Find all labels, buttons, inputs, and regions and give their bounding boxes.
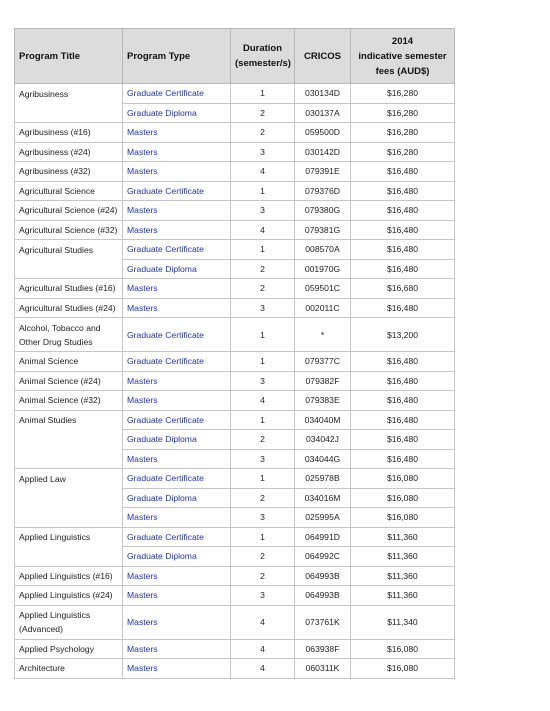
table-row (15, 201, 455, 221)
header-cricos: CRICOS (295, 29, 351, 84)
program-type-cell: Graduate Certificate (123, 410, 231, 430)
table-body (15, 84, 455, 679)
fees-cell: $16,280 (351, 84, 455, 104)
cricos-cell: 034044G (295, 449, 351, 469)
program-title-cell: Animal Science (15, 352, 123, 372)
program-title-cell: Applied Linguistics (Advanced) (15, 605, 123, 639)
cricos-cell: 001970G (295, 259, 351, 279)
table-row (15, 181, 455, 201)
table-header (15, 29, 455, 84)
duration-cell: 4 (231, 220, 295, 240)
duration-cell: 4 (231, 639, 295, 659)
duration-cell: 3 (231, 201, 295, 221)
program-title-cell (15, 449, 123, 469)
program-title-cell (15, 547, 123, 567)
duration-cell: 1 (231, 84, 295, 104)
table-row (15, 508, 455, 528)
program-type-cell: Masters (123, 279, 231, 299)
table-row (15, 103, 455, 123)
duration-cell: 1 (231, 469, 295, 489)
duration-cell: 1 (231, 352, 295, 372)
program-title-cell: Agribusiness (#32) (15, 162, 123, 182)
program-title-cell: Architecture (15, 659, 123, 679)
table-row (15, 566, 455, 586)
program-type-cell: Masters (123, 142, 231, 162)
cricos-cell: 030134D (295, 84, 351, 104)
table-row (15, 352, 455, 372)
duration-cell: 2 (231, 566, 295, 586)
fees-cell: $16,480 (351, 181, 455, 201)
fees-cell: $16,080 (351, 639, 455, 659)
program-type-cell: Masters (123, 449, 231, 469)
program-title-cell: Animal Science (#24) (15, 371, 123, 391)
table-row (15, 279, 455, 299)
cricos-cell: 059500D (295, 123, 351, 143)
table-row (15, 527, 455, 547)
program-title-cell: Animal Studies (15, 410, 123, 430)
duration-cell: 4 (231, 391, 295, 411)
cricos-cell: 030142D (295, 142, 351, 162)
program-fees-table (14, 28, 455, 679)
table-row (15, 220, 455, 240)
program-type-cell: Masters (123, 566, 231, 586)
duration-cell: 3 (231, 586, 295, 606)
program-type-cell: Graduate Diploma (123, 547, 231, 567)
program-title-cell: Animal Science (#32) (15, 391, 123, 411)
duration-cell: 1 (231, 410, 295, 430)
program-title-cell: Agricultural Studies (#24) (15, 298, 123, 318)
program-title-cell: Applied Linguistics (#16) (15, 566, 123, 586)
header-duration (231, 29, 295, 84)
program-title-cell: Applied Law (15, 469, 123, 489)
fees-cell: $11,360 (351, 527, 455, 547)
header-row (15, 29, 455, 84)
program-title-cell: Agribusiness (15, 84, 123, 104)
table-row (15, 586, 455, 606)
cricos-cell: 079377C (295, 352, 351, 372)
cricos-cell: 079381G (295, 220, 351, 240)
program-type-cell: Graduate Certificate (123, 469, 231, 489)
fees-cell: $16,480 (351, 371, 455, 391)
cricos-cell: 034016M (295, 488, 351, 508)
cricos-cell: 008570A (295, 240, 351, 260)
table-row (15, 84, 455, 104)
table-row (15, 639, 455, 659)
duration-cell: 2 (231, 430, 295, 450)
duration-cell: 1 (231, 527, 295, 547)
program-title-cell (15, 103, 123, 123)
program-type-cell: Masters (123, 639, 231, 659)
duration-cell: 1 (231, 318, 295, 352)
cricos-cell: 034042J (295, 430, 351, 450)
fees-cell: $16,280 (351, 123, 455, 143)
table-row (15, 391, 455, 411)
cricos-cell: 064993B (295, 566, 351, 586)
cricos-cell: 025995A (295, 508, 351, 528)
program-title-cell: Agricultural Science (#24) (15, 201, 123, 221)
program-type-cell: Graduate Diploma (123, 103, 231, 123)
duration-cell: 4 (231, 659, 295, 679)
fees-cell: $16,080 (351, 508, 455, 528)
cricos-cell: 064992C (295, 547, 351, 567)
duration-cell: 4 (231, 605, 295, 639)
fees-cell: $16,480 (351, 220, 455, 240)
duration-cell: 3 (231, 508, 295, 528)
header-fees-line3: fees (AUD$) (375, 65, 430, 77)
table-row (15, 488, 455, 508)
program-type-cell: Graduate Certificate (123, 181, 231, 201)
table-row (15, 240, 455, 260)
program-type-cell: Masters (123, 508, 231, 528)
fees-cell: $16,080 (351, 488, 455, 508)
duration-cell: 3 (231, 298, 295, 318)
header-fees-line2: indicative semester (358, 50, 447, 62)
program-title-cell (15, 488, 123, 508)
table-row (15, 410, 455, 430)
duration-cell: 2 (231, 259, 295, 279)
cricos-cell: 073761K (295, 605, 351, 639)
program-type-cell: Graduate Certificate (123, 84, 231, 104)
fees-cell: $16,080 (351, 659, 455, 679)
cricos-cell: 059501C (295, 279, 351, 299)
fees-cell: $11,360 (351, 586, 455, 606)
header-fees (351, 29, 455, 84)
table-row (15, 142, 455, 162)
table-row (15, 430, 455, 450)
program-title-cell: Agricultural Science (#32) (15, 220, 123, 240)
duration-cell: 3 (231, 371, 295, 391)
cricos-cell: 060311K (295, 659, 351, 679)
duration-cell: 2 (231, 547, 295, 567)
program-type-cell: Graduate Certificate (123, 318, 231, 352)
program-title-cell: Agricultural Science (15, 181, 123, 201)
cricos-cell: 079382F (295, 371, 351, 391)
header-duration-line1: Duration (242, 43, 283, 54)
fees-cell: $16,480 (351, 430, 455, 450)
program-type-cell: Masters (123, 123, 231, 143)
table-row (15, 605, 455, 639)
cricos-cell: 079376D (295, 181, 351, 201)
program-type-cell: Graduate Certificate (123, 527, 231, 547)
cricos-cell: 079383E (295, 391, 351, 411)
table-row (15, 162, 455, 182)
program-title-cell (15, 508, 123, 528)
fees-document (14, 28, 454, 679)
cricos-cell: 079380G (295, 201, 351, 221)
cricos-cell: 030137A (295, 103, 351, 123)
program-title-cell: Applied Psychology (15, 639, 123, 659)
program-title-cell: Agricultural Studies (#16) (15, 279, 123, 299)
duration-cell: 4 (231, 162, 295, 182)
fees-cell: $16,280 (351, 142, 455, 162)
fees-cell: $11,360 (351, 566, 455, 586)
table-row (15, 298, 455, 318)
table-row (15, 547, 455, 567)
fees-cell: $16,480 (351, 259, 455, 279)
program-title-cell: Applied Linguistics (#24) (15, 586, 123, 606)
fees-cell: $16,080 (351, 469, 455, 489)
program-title-cell: Alcohol, Tobacco and Other Drug Studies (15, 318, 123, 352)
table-row (15, 449, 455, 469)
duration-cell: 2 (231, 123, 295, 143)
duration-cell: 1 (231, 181, 295, 201)
table-row (15, 659, 455, 679)
fees-cell: $11,340 (351, 605, 455, 639)
program-type-cell: Graduate Certificate (123, 352, 231, 372)
program-title-cell (15, 430, 123, 450)
program-title-cell (15, 259, 123, 279)
program-type-cell: Masters (123, 605, 231, 639)
cricos-cell: 064993B (295, 586, 351, 606)
program-type-cell: Graduate Certificate (123, 240, 231, 260)
duration-cell: 2 (231, 488, 295, 508)
program-type-cell: Masters (123, 162, 231, 182)
table-row (15, 123, 455, 143)
fees-cell: $16,480 (351, 410, 455, 430)
header-program-type: Program Type (123, 29, 231, 84)
program-title-cell: Agribusiness (#16) (15, 123, 123, 143)
duration-cell: 2 (231, 103, 295, 123)
cricos-cell: 064991D (295, 527, 351, 547)
program-type-cell: Masters (123, 586, 231, 606)
fees-cell: $16,480 (351, 449, 455, 469)
duration-cell: 1 (231, 240, 295, 260)
header-program-title: Program Title (15, 29, 123, 84)
fees-cell: $16,480 (351, 162, 455, 182)
fees-cell: $16,480 (351, 352, 455, 372)
program-type-cell: Masters (123, 298, 231, 318)
duration-cell: 2 (231, 279, 295, 299)
fees-cell: $16,280 (351, 103, 455, 123)
program-type-cell: Masters (123, 391, 231, 411)
program-title-cell: Agricultural Studies (15, 240, 123, 260)
program-title-cell: Applied Linguistics (15, 527, 123, 547)
cricos-cell: 063938F (295, 639, 351, 659)
cricos-cell: 079391E (295, 162, 351, 182)
table-row (15, 469, 455, 489)
program-type-cell: Masters (123, 659, 231, 679)
program-type-cell: Graduate Diploma (123, 259, 231, 279)
duration-cell: 3 (231, 142, 295, 162)
cricos-cell: * (295, 318, 351, 352)
header-fees-line1: 2014 (391, 35, 414, 47)
program-type-cell: Masters (123, 201, 231, 221)
fees-cell: $16,480 (351, 240, 455, 260)
fees-cell: $16,480 (351, 298, 455, 318)
fees-cell: $11,360 (351, 547, 455, 567)
program-type-cell: Masters (123, 220, 231, 240)
program-type-cell: Graduate Diploma (123, 488, 231, 508)
cricos-cell: 034040M (295, 410, 351, 430)
duration-cell: 3 (231, 449, 295, 469)
cricos-cell: 025978B (295, 469, 351, 489)
table-row (15, 371, 455, 391)
fees-cell: $13,200 (351, 318, 455, 352)
fees-cell: $16,680 (351, 279, 455, 299)
fees-cell: $16,480 (351, 391, 455, 411)
program-type-cell: Masters (123, 371, 231, 391)
header-duration-line2: (semester/s) (235, 58, 291, 69)
table-row (15, 259, 455, 279)
cricos-cell: 002011C (295, 298, 351, 318)
fees-cell: $16,480 (351, 201, 455, 221)
program-title-cell: Agribusiness (#24) (15, 142, 123, 162)
table-row (15, 318, 455, 352)
program-type-cell: Graduate Diploma (123, 430, 231, 450)
